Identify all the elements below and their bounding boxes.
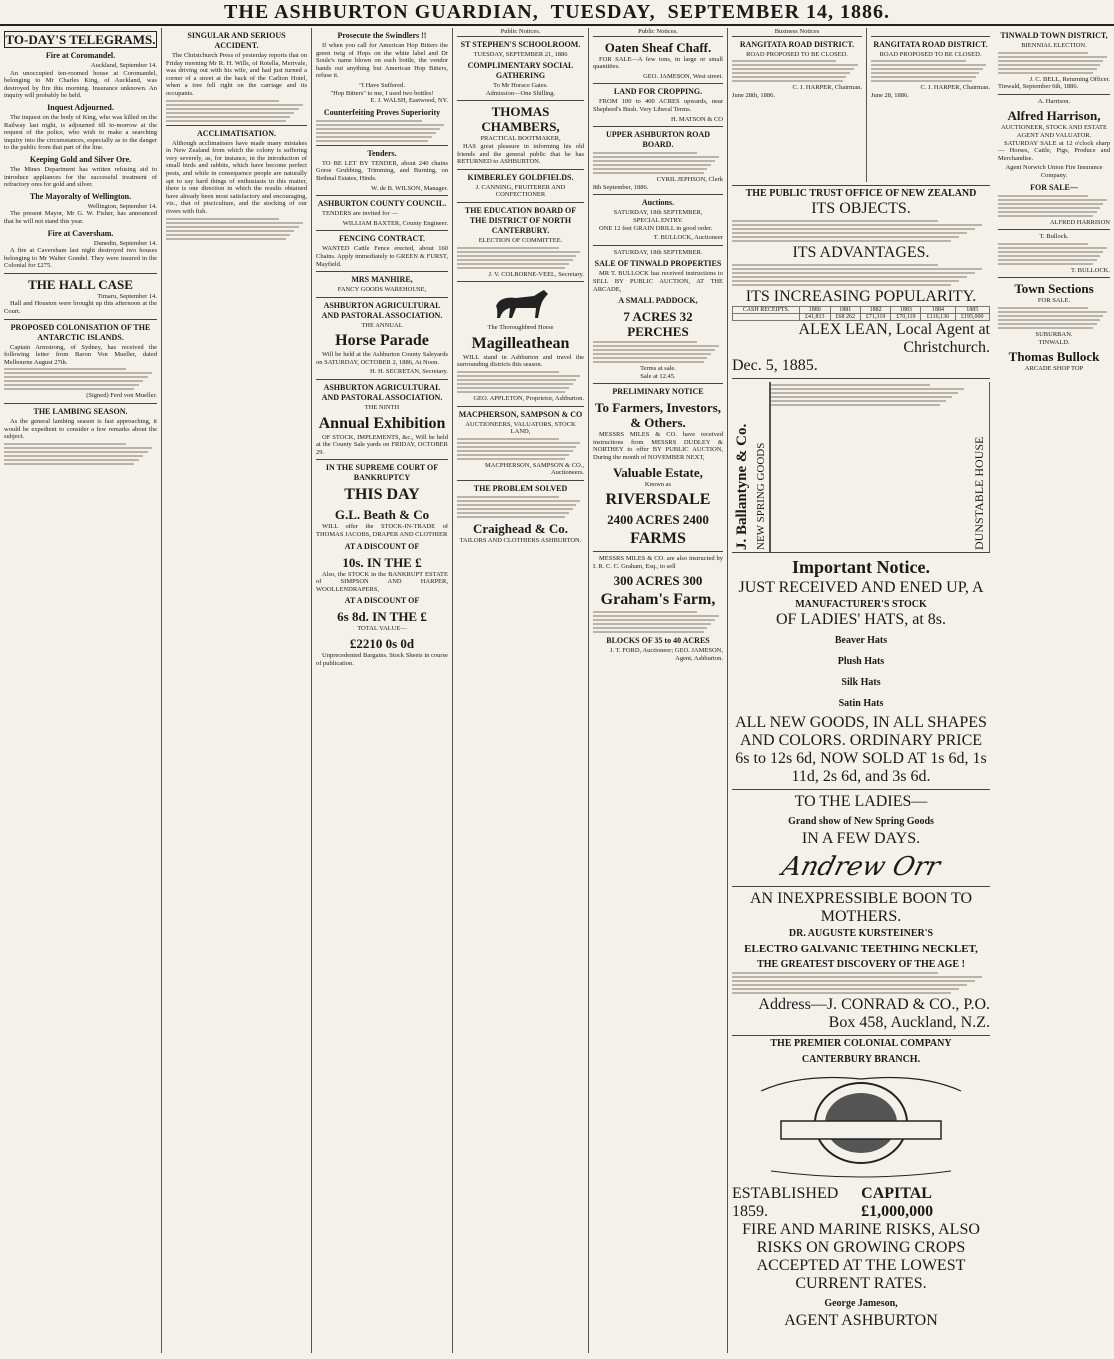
arcade-text: ARCADE SHOP TOP	[1024, 365, 1084, 373]
table-header-cell: 1880	[800, 307, 830, 314]
ad-signature: W. de B. WILSON, Manager.	[371, 184, 448, 192]
problem-solved-heading: THE PROBLEM SOLVED	[473, 483, 568, 493]
ad-text-filler	[770, 382, 970, 552]
ad-signature: E. J. WALSH, Eastwood, NY.	[370, 97, 448, 105]
road-closed-sub: ROAD PROPOSED TO BE CLOSED.	[746, 50, 848, 58]
biennial-sub: BIENNIAL ELECTION.	[1021, 42, 1087, 49]
body-text-filler	[4, 368, 157, 390]
ad-text-filler	[732, 220, 990, 242]
ad-text: MESSRS MILES & CO. have received instructions from MESSRS DUDLEY & NORTHEY to offer BY PUBLIC AUCTION, During the month of NOVEMBER NEXT,	[593, 431, 723, 462]
ad-signature: C. J. HARPER, Chairman.	[920, 84, 990, 92]
article-text: As the general lambing season is fast approaching, it would be expedient to consider a few remarks about the subject.	[4, 418, 157, 441]
ap-assoc-heading: ASHBURTON AGRICULTURAL AND PASTORAL ASSOCIATION.	[321, 383, 443, 403]
grahams-farm-heading: Graham's Farm,	[600, 591, 716, 609]
ad-signature: T. BULLOCK, Auctioneer	[653, 234, 723, 242]
harrison-label: A. Harrison.	[1037, 97, 1071, 105]
horse-parade-heading: Horse Parade	[335, 332, 429, 350]
trust-objects-sub: ITS OBJECTS.	[811, 200, 911, 217]
ad-text: If when you call for American Hop Bitters the green twig of Hops on the white label and Dr Soule's name blown on each bottle, the vendor hands out anything but American Hop Bitters, refuse it.	[316, 42, 448, 80]
masthead	[0, 0, 1114, 26]
ad-text: TENDERS are invited for —	[322, 210, 398, 218]
ad-text: MESSRS MILES & CO. are also instructed by I. R. C. C. Graham, Esq., to sell	[593, 555, 723, 570]
inquest-heading: Inquest Adjourned.	[47, 102, 114, 112]
ad-signature: GEO. APPLETON, Proprietor, Ashburton.	[473, 394, 584, 402]
preliminary-heading: PRELIMINARY NOTICE	[612, 387, 704, 397]
ad-date: Tinwald, September 6th, 1886.	[998, 83, 1079, 91]
discount-label: AT A DISCOUNT OF	[344, 596, 420, 606]
trust-receipts-table	[732, 306, 990, 321]
few-days-text: IN A FEW DAYS.	[801, 830, 921, 847]
fencing-heading: FENCING CONTRACT.	[338, 234, 426, 244]
column-ads-1	[311, 28, 452, 1353]
macpherson-sub: AUCTIONEERS, VALUATORS, STOCK LAND,	[465, 420, 576, 436]
column-public-notices-2	[588, 28, 727, 1353]
table-header-cell: 1883	[891, 307, 921, 314]
election-sub: ELECTION OF COMMITTEE.	[478, 236, 563, 244]
tenders-heading: Tenders.	[367, 148, 397, 158]
ballantyne-ad	[732, 382, 990, 553]
capital-text: CAPITAL £1,000,000	[861, 1185, 934, 1220]
ad-text: Unprecedented Bargains. Stock Sheets in course of publication.	[316, 652, 448, 667]
ad-signature: Address—J. CONRAD & CO., P.O. Box 458, Auckland, N.Z.	[758, 996, 990, 1031]
ad-text-filler	[316, 120, 448, 142]
schoolroom-heading: ST STEPHEN'S SCHOOLROOM.	[460, 39, 581, 49]
ad-text-filler	[593, 152, 723, 174]
table-header-cell: 1884	[921, 307, 955, 314]
ad-text-filler	[457, 438, 584, 460]
ad-text: Also, the STOCK in the BANKRUPT ESTATE of SIMPSON AND HARPER, WOOLLENDRAPERS,	[316, 570, 448, 593]
article-text: The inquest on the body of King, who was killed on the Railway last night, is adjourned till to-morrow at the request of the police, who wish to make a searching inquiry into the circumstances, especially as to the danger to the public from that part of the line.	[4, 113, 157, 152]
ad-signature: H. H. SECRETAN, Secretary.	[370, 368, 448, 376]
hall-case-heading: THE HALL CASE	[28, 276, 133, 292]
ad-text-filler	[732, 264, 990, 286]
article-text: The Christchurch Press of yesterday reports that on Friday morning Mr R. H. Wills, of Rotella, Merivale, was driving out with his wife, and had just turned a corner of a street at the back of the Carlton Hotel, when a tree fell right on the carriage and its occupants.	[166, 52, 307, 97]
ad-text-filler	[732, 972, 990, 994]
horse-label: The Thoroughbred Horse	[487, 324, 554, 332]
ad-text-filler	[998, 243, 1110, 265]
harrison-heading: Alfred Harrison,	[1007, 108, 1101, 124]
macpherson-heading: MACPHERSON, SAMPSON & CO	[458, 409, 583, 419]
article-text: An unoccupied ten-roomed house at Coromandel, belonging to Mr Charles King, of Auckland, was destroyed by fire this morning. Insurance unknown. An inquiry will probably be held.	[4, 69, 157, 100]
beath-heading: G.L. Beath & Co	[334, 507, 430, 523]
acres-heading: 300 ACRES 300	[613, 573, 703, 589]
thomas-bullock-heading: Thomas Bullock	[1008, 349, 1100, 365]
road-closed-sub: ROAD PROPOSED TO BE CLOSED.	[879, 50, 982, 58]
ad-text-filler	[593, 341, 723, 363]
telegrams-heading: TO-DAY'S TELEGRAMS.	[5, 32, 156, 47]
ad-text: FROM 100 to 400 ACRES upwards, near Shepherd's Bush. Very Liberal Terms.	[593, 98, 723, 113]
ad-quote: "Hop Bitters" to me, I used two bottles!	[330, 89, 434, 97]
table-header-cell: 1882	[860, 307, 890, 314]
discount-ten: 10s. IN THE £	[342, 554, 422, 570]
body-text-filler	[166, 218, 307, 240]
gold-ore-heading: Keeping Gold and Silver Ore.	[29, 154, 132, 164]
ad-text-filler	[457, 247, 584, 269]
ad-text: TO BE LET BY TENDER, about 240 chains Gorse Grubbing, Trimming, and Burning, on Bethnal Estates, Hinds.	[316, 159, 448, 182]
table-cell: £195,000	[955, 314, 989, 321]
table-cell	[733, 314, 800, 321]
tinwald-heading: TINWALD TOWN DISTRICT,	[1000, 31, 1108, 40]
andrew-orr-signature: Andrew Orr	[778, 852, 944, 882]
column-public-notices-1	[452, 28, 588, 1353]
ad-signature: J. C. BELL, Returning Officer.	[1029, 75, 1110, 83]
article-text: A fire at Caversham last night destroyed two houses belonging to Mr Walter Gondel. They were insured in the Colonial for £275.	[4, 247, 157, 270]
insurance-meta	[732, 1185, 990, 1221]
ad-text: HAS great pleasure in informing his old friends and the general public that he has RETURNED to ASHBURTON.	[457, 142, 584, 166]
admission-text: Admission—One Shilling.	[485, 89, 556, 97]
masthead-title: THE ASHBURTON GUARDIAN,	[223, 0, 539, 23]
paddock-heading: A SMALL PADDOCK,	[618, 296, 698, 306]
counterfeit-heading: Counterfeiting Proves Superiority	[323, 107, 441, 117]
auction-date: SATURDAY, 18th SEPTEMBER,	[613, 209, 703, 217]
spring-goods-vertical: NEW SPRING GOODS	[753, 382, 770, 552]
discount-label: AT A DISCOUNT OF	[344, 541, 420, 551]
article-text: Hall and Houston were brought up this afternoon at the Court.	[4, 300, 157, 316]
ad-date: 8th September, 1886.	[593, 183, 649, 191]
ad-text: SATURDAY SALE at 12 o'clock sharp — Horses, Cattle, Pigs, Produce and Merchandise.	[998, 139, 1110, 162]
dateline: Timaru, September 14.	[97, 292, 157, 300]
ad-text-filler	[457, 496, 584, 518]
ap-sub: THE ANNUAL	[361, 321, 403, 329]
town-sections-heading: Town Sections	[1014, 281, 1094, 297]
table-cell: £68 262	[830, 314, 860, 321]
total-value: £2210 0s 0d	[349, 636, 415, 651]
dateline: Auckland, September 14.	[90, 62, 157, 69]
table-cell: £70,119	[891, 314, 921, 321]
social-gathering-heading: COMPLIMENTARY SOCIAL GATHERING	[467, 61, 574, 81]
grand-show-heading: Grand show of New Spring Goods	[788, 816, 934, 827]
ad-date: June 28th, 1886.	[732, 91, 775, 99]
discount-six: 6s 8d. IN THE £	[337, 609, 427, 625]
tinwald-sub: TINWALD.	[1038, 338, 1070, 346]
wide-ads	[727, 182, 994, 1353]
article-text: Captain Armstrong, of Sydney, has received the following letter from Baron Von Mueller, dated Melbourne August 27th.	[4, 343, 157, 366]
fire-coromandel-heading: Fire at Coromandel.	[45, 51, 116, 60]
kursteiner-heading: DR. AUGUSTE KURSTEINER'S	[788, 928, 934, 939]
dunstable-vertical: DUNSTABLE HOUSE	[970, 382, 990, 552]
terms-text: Terms at sale.	[640, 365, 676, 373]
ad-text-filler	[457, 371, 584, 393]
kimberley-heading: KIMBERLEY GOLDFIELDS.	[467, 172, 574, 182]
hat-plush: Plush Hats	[837, 656, 885, 667]
ladies-hats: OF LADIES' HATS, at 8s.	[776, 611, 946, 628]
body-text-filler	[4, 443, 157, 465]
body-text-filler	[166, 100, 307, 122]
mayoralty-heading: The Mayoralty of Wellington.	[29, 191, 132, 201]
chaff-heading: Oaten Sheaf Chaff.	[604, 39, 712, 55]
discovery-heading: THE GREATEST DISCOVERY OF THE AGE !	[757, 959, 965, 970]
ad-signature: T. BULLOCK.	[1070, 266, 1110, 274]
column-tinwald	[994, 28, 1114, 1353]
ad-text: ONE 12 feet GRAIN DRILL in good order.	[599, 224, 713, 232]
ad-signature: ALEX LEAN, Local Agent at Christchurch.	[798, 321, 990, 356]
dateline: Wellington, September 14.	[87, 202, 157, 210]
schoolroom-date: TUESDAY, SEPTEMBER 21, 1886	[473, 50, 568, 58]
ad-signature: MACPHERSON, SAMPSON & CO., Auctioneers.	[485, 461, 584, 477]
antarctic-heading: PROPOSED COLONISATION OF THE ANTARCTIC ISLANDS.	[10, 322, 151, 342]
trust-advantages-sub: ITS ADVANTAGES.	[792, 244, 930, 261]
this-day-heading: THIS DAY	[344, 486, 420, 504]
manhire-heading: MRS MANHIRE,	[351, 275, 413, 285]
article-text: Although acclimatisers have made many mistakes in New Zealand from which the colony is suffering very severely, as, for instance, in the introduction of small birds and rabbits, which have become perfect pests, and while in consequence people are naturally apt to say hard things of enthusiasts in this matter, there is one direction in which the results obtained have already been most satisfactory and encouraging, viz., that of pisciculture, and the stocking of our rivers with fish.	[166, 139, 307, 215]
ad-text-filler	[593, 611, 723, 633]
column-telegrams	[0, 28, 161, 1353]
public-trust-heading: THE PUBLIC TRUST OFFICE OF NEW ZEALAND	[745, 188, 977, 199]
horse-illustration	[486, 286, 556, 320]
trust-popularity-sub: ITS INCREASING POPULARITY.	[745, 288, 977, 305]
column-header: Public Notices.	[457, 28, 584, 37]
magilleathean-heading: Magilleathean	[471, 334, 570, 352]
education-board-heading: THE EDUCATION BOARD OF THE DISTRICT OF NORTH CANTERBURY.	[464, 205, 577, 235]
agent-text: Agent Norwich Union Fire Insurance Company.	[1005, 164, 1103, 179]
sale-time: Sale at 12.45.	[640, 372, 676, 380]
premier-heading: THE PREMIER COLONIAL COMPANY	[770, 1038, 952, 1049]
harrison-sub: AUCTIONEER, STOCK AND ESTATE AGENT AND VALUATOR.	[1001, 124, 1107, 139]
riversdale-heading: RIVERSDALE	[605, 491, 711, 509]
table-header-cell: 1885	[955, 307, 989, 314]
ad-signature: GEO. JAMESON, West street.	[643, 72, 723, 80]
total-label: TOTAL VALUE—	[357, 625, 407, 633]
article-text: The present Mayor, Mr G. W. Fisher, has announced that he will not stand this year.	[4, 210, 157, 225]
manufacturers-stock: MANUFACTURER'S STOCK	[795, 599, 927, 610]
signed-line: (Signed) Ferd von Mueller.	[86, 392, 157, 400]
rangitata-heading: RANGITATA ROAD DISTRICT.	[739, 39, 855, 49]
ad-quote: "I Have Suffered.	[359, 81, 405, 89]
column-header: Business Notices	[732, 28, 862, 37]
insurance-company-logo	[741, 1071, 981, 1181]
craighead-sub: TAILORS AND CLOTHIERS ASHBURTON.	[459, 536, 582, 544]
hats-text: ALL NEW GOODS, IN ALL SHAPES AND COLORS. ORDINARY PRICE 6s to 12s 6d, NOW SOLD AT 1s 6d, 1s 11d, 2s 6d, and 3s 6d.	[735, 714, 987, 785]
ad-text: WILL offer the STOCK-IN-TRADE of THOMAS JACOBS, DRAPER AND CLOTHIER	[316, 523, 448, 539]
hat-satin: Satin Hats	[838, 698, 884, 709]
accident-heading: SINGULAR AND SERIOUS ACCIDENT.	[187, 31, 286, 50]
ad-text: MR T. BULLOCK has received instructions to SELL BY PUBLIC AUCTION, AT THE ARCADE,	[593, 270, 723, 293]
dateline: Dunedin, September 14.	[93, 239, 157, 247]
known-as: Known as	[644, 480, 672, 488]
ad-signature: ALFRED HARRISON	[1049, 218, 1110, 226]
for-sale-heading: FOR SALE—	[1030, 182, 1078, 192]
ad-date: June 28, 1886.	[871, 91, 909, 99]
auction-sub: SPECIAL ENTRY.	[633, 216, 683, 224]
tinwald-sale-heading: SALE OF TINWALD PROPERTIES	[594, 259, 722, 269]
table-cell: £116,136	[921, 314, 955, 321]
manhire-sub: FANCY GOODS WAREHOUSE,	[337, 286, 427, 294]
sections-list-filler	[998, 307, 1110, 329]
table-cell: £71,319	[860, 314, 890, 321]
bullock-label: T. Bullock.	[1039, 233, 1069, 241]
ad-text: WANTED Cattle Fence erected, about 160 Chains. Apply immediately to GREEN & FURST, Mayfield.	[316, 245, 448, 268]
cropping-heading: LAND FOR CROPPING.	[613, 87, 703, 97]
acres-heading: 7 ACRES 32 PERCHES	[623, 309, 693, 340]
established-text: ESTABLISHED 1859.	[732, 1185, 839, 1220]
ballantyne-name: J. Ballantyne & Co.	[734, 423, 750, 550]
farms-heading: FARMS	[630, 530, 686, 548]
ad-text: WILL stand in Ashburton and travel the surrounding districts this season.	[457, 353, 584, 369]
masthead-date: SEPTEMBER 14, 1886.	[667, 0, 891, 23]
craighead-heading: Craighead & Co.	[473, 520, 568, 536]
hat-silk: Silk Hats	[841, 677, 881, 688]
ad-text-filler	[871, 60, 990, 82]
hop-bitters-heading: Prosecute the Swindlers !!	[337, 31, 427, 40]
ad-text-filler	[732, 60, 862, 82]
canning-sub: J. CANNING, FRUITERER AND CONFECTIONER	[475, 183, 566, 199]
necklet-heading: ELECTRO GALVANIC TEETHING NECKLET,	[744, 943, 978, 955]
ad-signature: J. V. COLBORNE-VEEL, Secretary.	[488, 270, 584, 278]
ad-text-filler	[998, 195, 1110, 217]
boon-text: AN INEXPRESSIBLE BOON TO MOTHERS.	[749, 890, 973, 925]
jameson-heading: George Jameson,	[824, 1298, 898, 1309]
table-header-cell: 1881	[830, 307, 860, 314]
ad-date: Dec. 5, 1885.	[732, 357, 818, 374]
canterbury-branch-heading: CANTERBURY BRANCH.	[801, 1054, 921, 1065]
fire-caversham-heading: Fire at Caversham.	[47, 228, 114, 238]
auctions-heading: Auctions.	[641, 198, 675, 208]
ad-signature: WILLIAM BAXTER, County Engineer.	[342, 219, 448, 227]
agent-text: AGENT ASHBURTON	[784, 1312, 938, 1329]
ad-signature: J. T. FORD, Auctioneer; GEO. JAMESON, Agent, Ashburton.	[609, 647, 723, 663]
acclimatisation-heading: ACCLIMATISATION.	[196, 128, 277, 138]
ap-sub: THE NINTH	[364, 404, 400, 412]
auction-date: SATURDAY, 18th SEPTEMBER.	[613, 248, 703, 256]
masthead-day: TUESDAY,	[550, 0, 656, 23]
valuable-estate-heading: Valuable Estate,	[613, 464, 703, 480]
bankruptcy-heading: IN THE SUPREME COURT OF BANKRUPTCY	[325, 463, 439, 483]
lambing-heading: THE LAMBING SEASON.	[33, 407, 128, 417]
blocks-heading: BLOCKS OF 35 to 40 ACRES	[606, 636, 710, 646]
ad-text: OF STOCK, IMPLEMENTS, &c., Will be held at the County Sale yards on FRIDAY, OCTOBER 29.	[316, 433, 448, 456]
annual-exhibition-heading: Annual Exhibition	[318, 414, 446, 432]
chambers-sub: PRACTICAL BOOTMAKER,	[480, 135, 561, 143]
ladies-text: TO THE LADIES—	[794, 793, 928, 810]
table-header-cell: CASH RECEIPTS.	[733, 307, 800, 314]
column-articles	[161, 28, 311, 1353]
ad-signature: CYRIL JEPHSON, Clerk	[656, 176, 723, 184]
article-text: The Mines Department has written refusing aid to introduce appliances for the successful treatment of refractory ores for gold and silver.	[4, 165, 157, 189]
table-cell: £41,813	[800, 314, 830, 321]
important-notice-heading: Important Notice.	[792, 557, 930, 577]
rangitata-heading: RANGITATA ROAD DISTRICT.	[873, 39, 988, 49]
ad-text: FOR SALE—A few tons, in large or small quantities.	[593, 55, 723, 71]
road-board-heading: UPPER ASHBURTON ROAD BOARD.	[605, 130, 711, 150]
column-header: Public Notices.	[593, 28, 723, 37]
notice-text: JUST RECEIVED AND ENED UP, A	[738, 579, 984, 596]
ad-text: To Mr Horace Gates.	[493, 82, 548, 90]
fire-marine-text: FIRE AND MARINE RISKS, ALSO RISKS ON GROWING CROPS ACCEPTED AT THE LOWEST CURRENT RATES.	[742, 1221, 980, 1292]
acres-heading: 2400 ACRES 2400	[607, 512, 709, 528]
chambers-heading: THOMAS CHAMBERS,	[481, 104, 560, 135]
suburban-sub: SUBURBAN.	[1035, 330, 1073, 338]
ad-signature: H. MATSON & CO	[670, 115, 723, 123]
ad-text: Will be held at the Ashburton County Saleyards on SATURDAY, OCTOBER 2, 1886, At Noon.	[316, 351, 448, 366]
ad-text-filler	[998, 52, 1110, 74]
farmers-heading: To Farmers, Investors, & Others.	[595, 400, 721, 431]
ad-signature: C. J. HARPER, Chairman.	[792, 84, 862, 92]
for-sale-sub: FOR SALE.	[1037, 297, 1071, 305]
hat-beaver: Beaver Hats	[834, 635, 888, 646]
ap-assoc-heading: ASHBURTON AGRICULTURAL AND PASTORAL ASSOCIATION.	[321, 300, 443, 320]
county-council-heading: ASHBURTON COUNTY COUNCIL.	[317, 199, 447, 209]
